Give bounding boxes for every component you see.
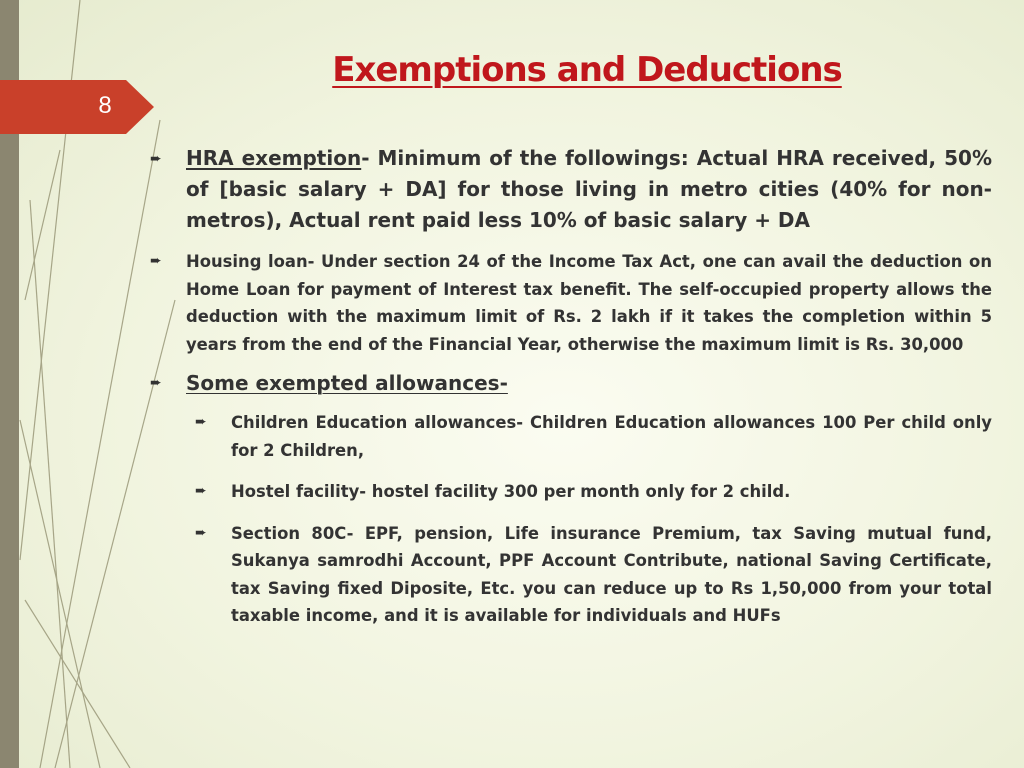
hostel-facility-text: Hostel facility- hostel facility 300 per month only for 2 child.: [231, 482, 791, 501]
deco-line: [20, 420, 100, 768]
allowances-heading: Some exempted allowances-: [186, 371, 508, 395]
arrow-bullet-icon: ➨: [195, 524, 207, 541]
sub-bullet-children-education: [195, 409, 992, 464]
sub-bullet-section-80c: [195, 520, 992, 630]
arrow-bullet-icon: ➨: [195, 414, 207, 430]
sub-bullet-hostel-facility: [195, 478, 992, 506]
arrow-bullet-icon: ➨: [195, 483, 207, 499]
slide-number-tab: [0, 80, 154, 134]
bullet-hra-exemption: [150, 143, 992, 236]
section-80c-text: Section 80C- EPF, pension, Life insurance Premium, tax Saving mutual fund, Sukanya samrodhi Account, PPF Account Contribute, national Saving Certificate, tax Saving fixed Diposite, Etc. you can reduce up to Rs 1,50,000 from your total taxable income, and it is available for individuals and HUFs: [231, 523, 992, 625]
slide-content: [150, 143, 992, 644]
bullet-exempted-allowances: [150, 368, 992, 399]
housing-loan-text: Housing loan- Under section 24 of the Income Tax Act, one can avail the deduction on Home Loan for payment of Interest tax benefit. The self-occupied property allows the deduction with the maximum limit of Rs. 2 lakh if it takes the completion within 5 years from the end of the Financial Year, otherwise the maximum limit is Rs. 30,000: [186, 252, 992, 354]
deco-line: [25, 600, 130, 768]
deco-line: [40, 120, 160, 768]
deco-line: [25, 150, 60, 300]
arrow-bullet-icon: ➨: [150, 375, 162, 391]
bullet-housing-loan: [150, 248, 992, 358]
slide-title: Exemptions and Deductions: [332, 50, 842, 90]
slide-number: 8: [98, 92, 112, 119]
hra-term: HRA exemption: [186, 146, 362, 170]
hra-text: - Minimum of the followings: Actual HRA received, 50% of [basic salary + DA] for those living in metro cities (40% for non-metros), Actual rent paid less 10% of basic salary + DA: [186, 146, 992, 232]
arrow-bullet-icon: ➨: [150, 253, 162, 269]
arrow-bullet-icon: ➨: [150, 151, 162, 167]
children-education-text: Children Education allowances- Children Education allowances 100 Per child only for 2 Children,: [231, 413, 992, 460]
